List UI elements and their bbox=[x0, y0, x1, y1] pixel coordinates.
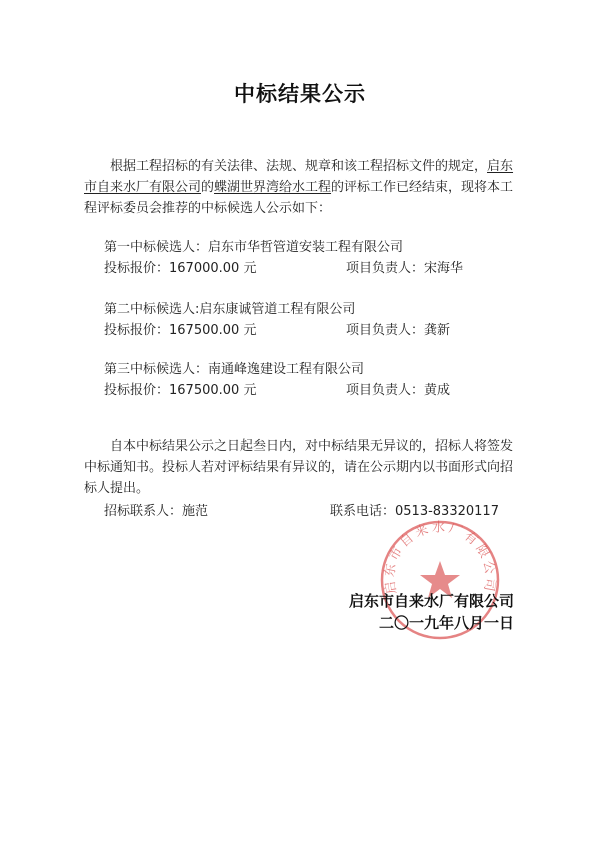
candidate-1-header bbox=[104, 238, 403, 258]
intro-middle: 的 bbox=[201, 180, 215, 195]
candidate-3-header bbox=[104, 360, 364, 380]
candidate-name: 启东市华哲管道安装工程有限公司 bbox=[208, 240, 404, 255]
notice-paragraph: 自本中标结果公示之日起叁日内，对中标结果无异议的，招标人将签发中标通知书。投标人若对评标结果有异议的，请在公示期内以书面形式向招标人提出。 bbox=[84, 439, 514, 496]
candidate-rank: 第一中标候选人： bbox=[104, 240, 209, 255]
project-manager: 龚新 bbox=[424, 323, 451, 338]
candidate-rank: 第二中标候选人: bbox=[104, 302, 200, 317]
project-manager: 宋海华 bbox=[424, 261, 464, 276]
contact-person-label: 招标联系人： bbox=[104, 504, 183, 519]
intro-paragraph bbox=[84, 156, 520, 219]
bid-price: 167500.00 元 bbox=[169, 323, 257, 338]
price-label: 投标报价： bbox=[104, 261, 170, 276]
page-title: 中标结果公示 bbox=[234, 82, 366, 106]
manager-label: 项目负责人： bbox=[346, 323, 425, 338]
manager-label: 项目负责人： bbox=[346, 261, 425, 276]
price-label: 投标报价： bbox=[104, 323, 170, 338]
contact-phone-number: 0513-83320117 bbox=[395, 504, 499, 519]
signature-company: 启东市自来水厂有限公司 bbox=[348, 592, 514, 610]
intro-suffix: 的评标工作已经结束，现将本工程评标委员会推荐的中标候选人公示如下： bbox=[84, 180, 514, 216]
candidate-2-header bbox=[104, 300, 355, 320]
bid-price: 167000.00 元 bbox=[169, 261, 257, 276]
price-label: 投标报价： bbox=[104, 383, 170, 398]
contact-person bbox=[104, 500, 208, 519]
bid-price: 167500.00 元 bbox=[169, 383, 257, 398]
project-name: 蝶湖世界湾给水工程 bbox=[214, 180, 332, 195]
signature-date: 二〇一九年八月一日 bbox=[378, 614, 514, 632]
intro-prefix: 根据工程招标的有关法律、法规、规章和该工程招标文件的规定， bbox=[110, 159, 488, 174]
contact-phone-label: 联系电话： bbox=[330, 504, 396, 519]
candidate-name: 南通峰逸建设工程有限公司 bbox=[208, 362, 365, 377]
project-manager: 黄成 bbox=[424, 383, 451, 398]
manager-label: 项目负责人： bbox=[346, 383, 425, 398]
candidate-1-details bbox=[104, 259, 464, 279]
contact-person-name: 施范 bbox=[182, 504, 209, 519]
owner-name: 启东市自来水厂有限公司 bbox=[84, 159, 514, 195]
candidate-3-details bbox=[104, 381, 451, 401]
candidate-rank: 第三中标候选人： bbox=[104, 362, 209, 377]
candidate-2-details bbox=[104, 321, 451, 341]
candidate-name: 启东康诚管道工程有限公司 bbox=[199, 302, 356, 317]
seal-lettering: 启东市自来水厂有限公司 bbox=[382, 520, 498, 596]
